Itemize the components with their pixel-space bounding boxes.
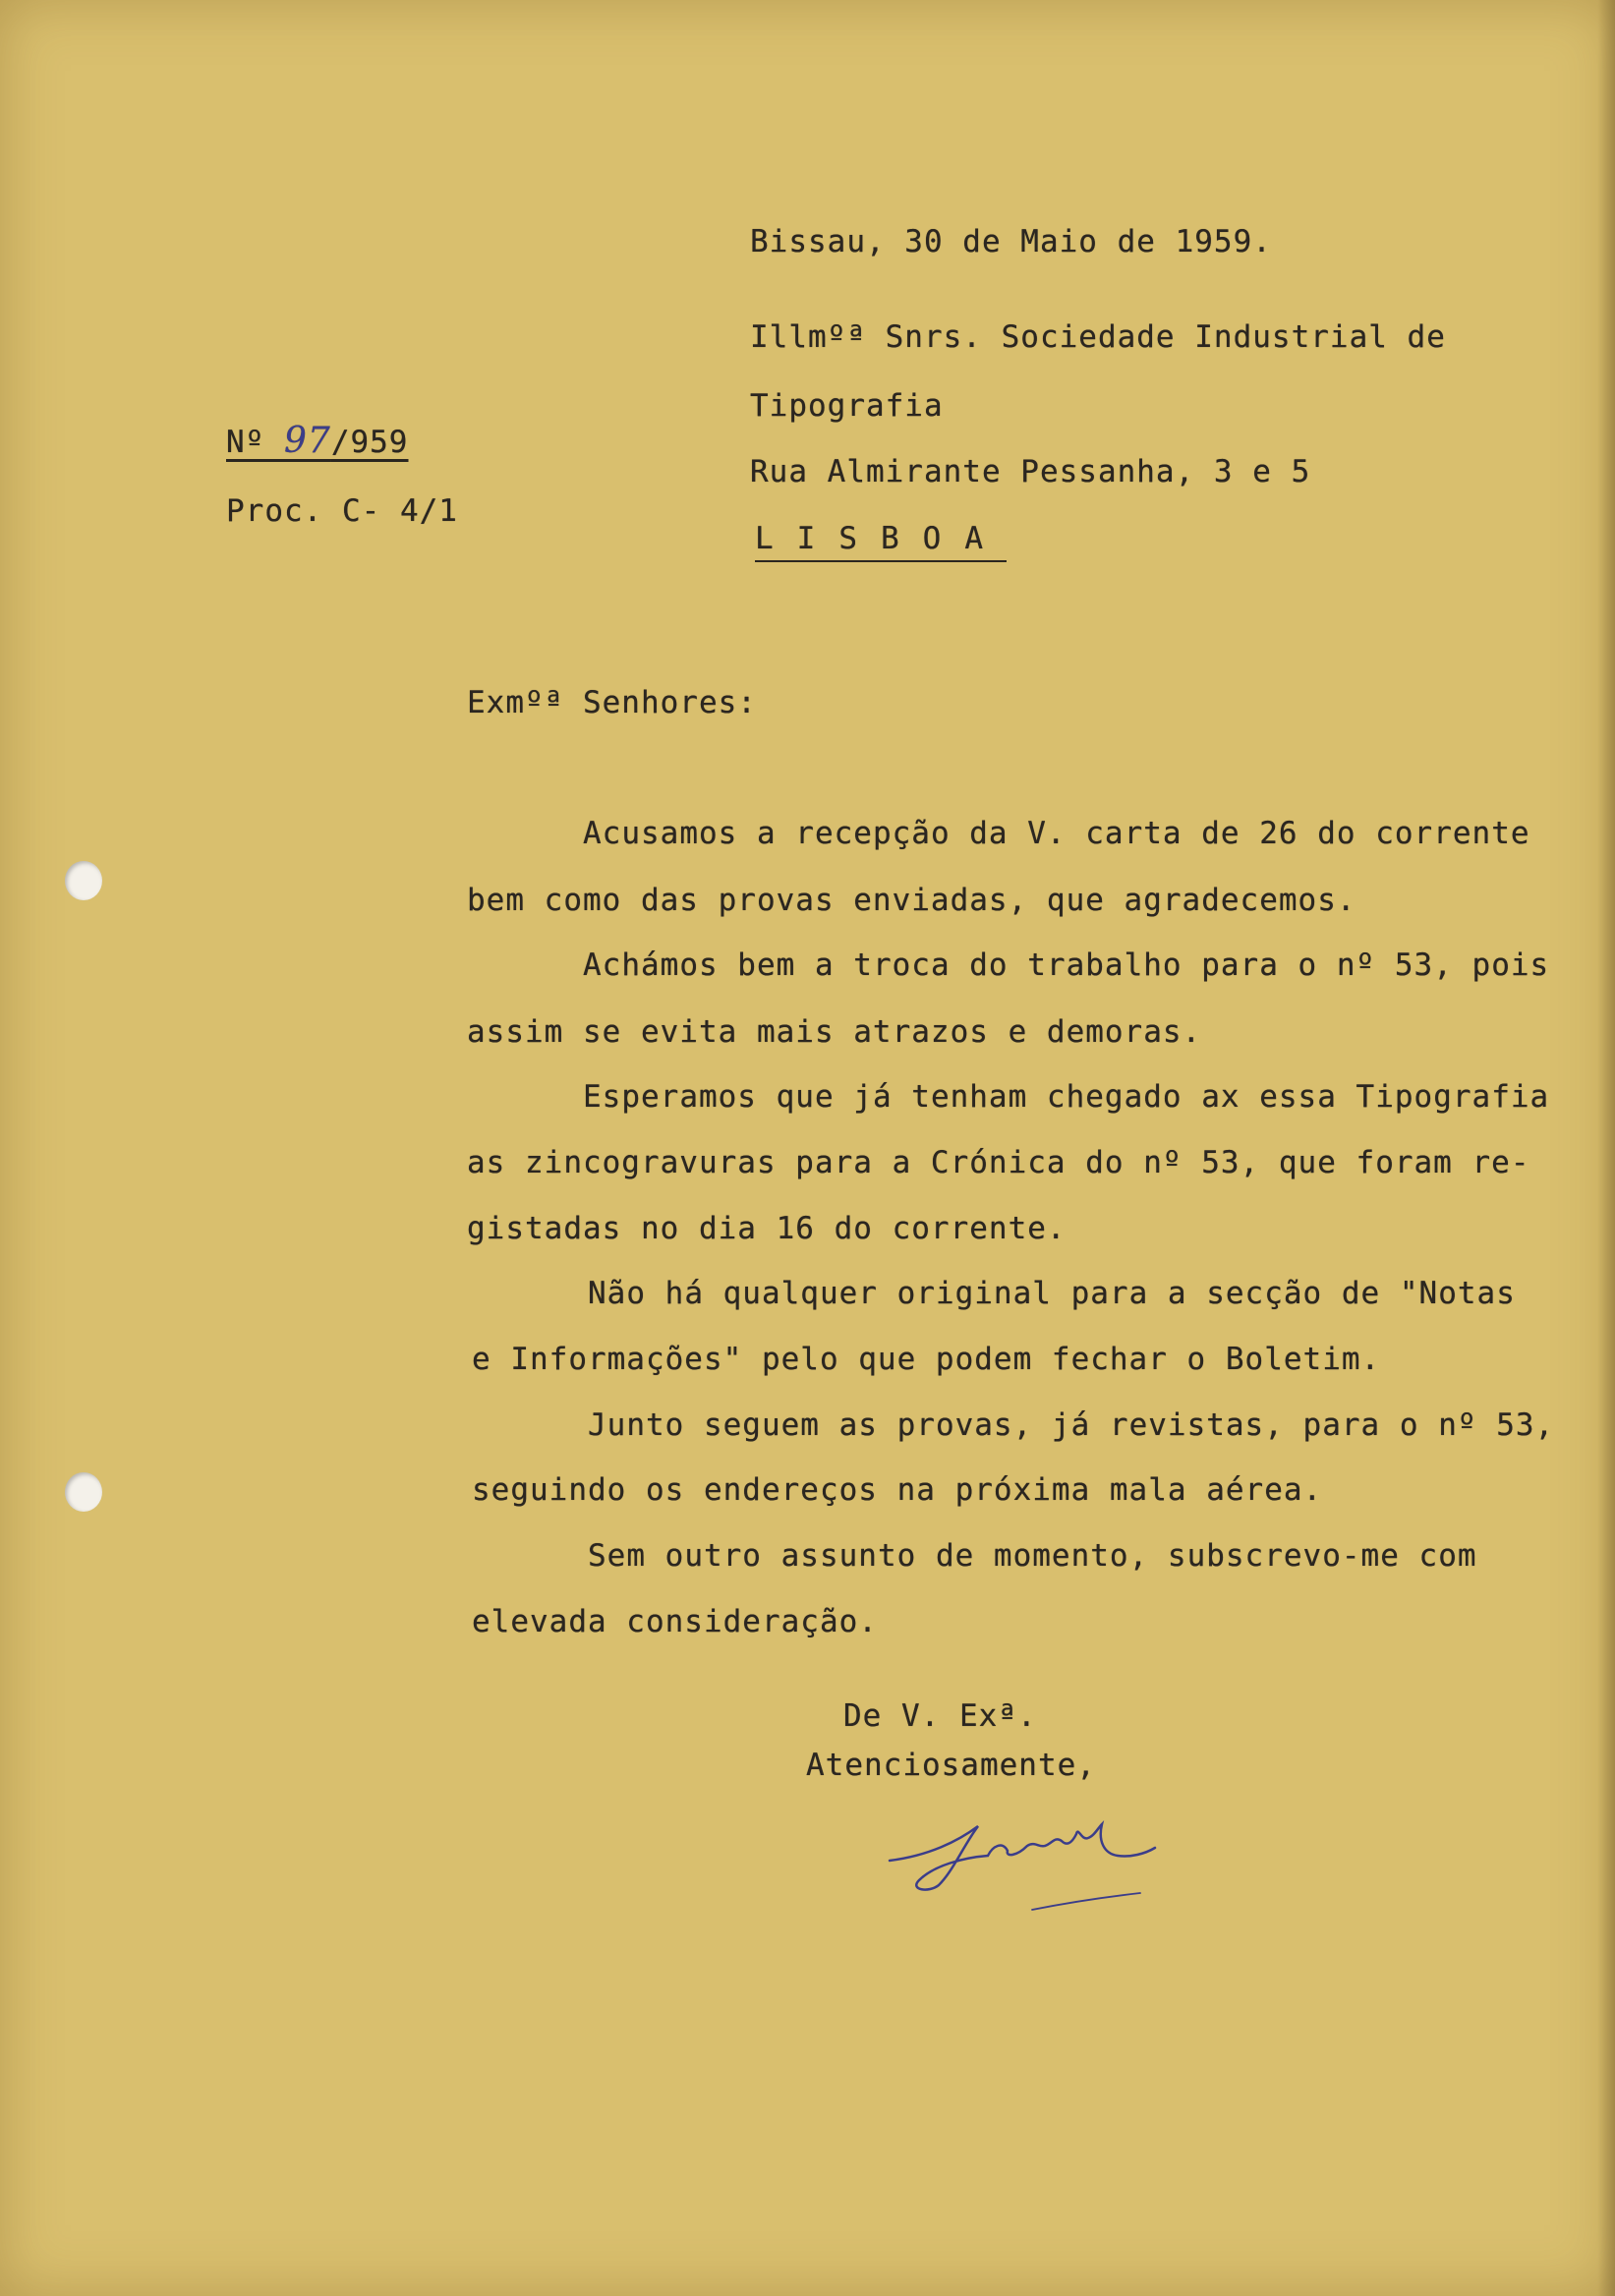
punch-hole-bottom bbox=[65, 1472, 102, 1512]
body-line: e Informações" pelo que podem fechar o Boletim. bbox=[472, 1342, 1381, 1377]
signature-icon bbox=[870, 1787, 1165, 1915]
closing-line-1: De V. Exª. bbox=[843, 1698, 1037, 1734]
closing-line-2: Atenciosamente, bbox=[806, 1748, 1096, 1783]
punch-hole-top bbox=[65, 861, 102, 900]
body-line: elevada consideração. bbox=[472, 1604, 878, 1639]
body-line: assim se evita mais atrazos e demoras. bbox=[467, 1014, 1202, 1050]
reference-handwritten-number: 97 bbox=[284, 421, 331, 461]
body-line: Junto seguem as provas, já revistas, para o nº 53, bbox=[588, 1407, 1555, 1443]
salutation: Exmºª Senhores: bbox=[467, 685, 757, 720]
recipient-line-3: Rua Almirante Pessanha, 3 e 5 bbox=[750, 454, 1311, 489]
reference-number bbox=[226, 421, 408, 461]
body-line: Sem outro assunto de momento, subscrevo-me com bbox=[588, 1538, 1477, 1574]
body-line: Acusamos a recepção da V. carta de 26 do corrente bbox=[583, 816, 1530, 851]
reference-prefix: Nº bbox=[226, 425, 284, 460]
body-line: Não há qualquer original para a secção de "Notas bbox=[588, 1276, 1516, 1311]
body-line: as zincogravuras para a Crónica do nº 53, que foram re- bbox=[467, 1145, 1530, 1180]
body-line: gistadas no dia 16 do corrente. bbox=[467, 1211, 1067, 1246]
recipient-line-1: Illmºª Snrs. Sociedade Industrial de bbox=[750, 319, 1446, 355]
body-line: Achámos bem a troca do trabalho para o nº 53, pois bbox=[583, 947, 1550, 983]
recipient-city: LISBOA bbox=[755, 521, 1007, 562]
body-line: Esperamos que já tenham chegado ax essa Tipografia bbox=[583, 1079, 1550, 1115]
process-number: Proc. C- 4/1 bbox=[226, 493, 458, 529]
body-line: seguindo os endereços na próxima mala aérea. bbox=[472, 1472, 1323, 1508]
reference-suffix: /959 bbox=[330, 425, 409, 460]
body-line: bem como das provas enviadas, que agradecemos. bbox=[467, 883, 1356, 918]
date-line: Bissau, 30 de Maio de 1959. bbox=[750, 224, 1272, 259]
recipient-line-2: Tipografia bbox=[750, 388, 944, 424]
